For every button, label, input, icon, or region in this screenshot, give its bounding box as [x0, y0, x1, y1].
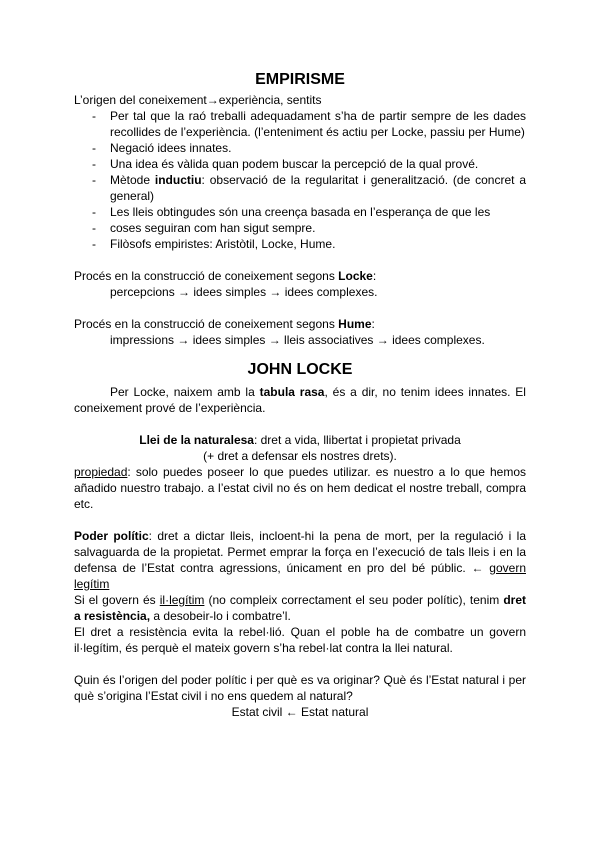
list-item: - Per tal que la raó treballi adequadament s’ha de partir sempre de les dades recollides de l’experiència. (l’enteniment és actiu per Locke, passiu per Hume) [110, 108, 526, 140]
bold-term: tabula rasa [259, 385, 325, 399]
list-item: - Filòsofs empiristes: Aristòtil, Locke, Hume. [110, 236, 526, 252]
question-paragraph: Quin és l’origen del poder polític i per què es va originar? Què és l’Estat natural i per què s’origina l’Estat civil i no ens quedem al natural? [74, 673, 526, 703]
bold-term: Llei de la naturalesa [139, 433, 254, 447]
underlined-term: govern legítim [74, 561, 526, 591]
title-empirisme: EMPIRISME [255, 71, 345, 88]
intro-line: L’origen del coneixement→experiència, sentits [74, 93, 322, 107]
poder-politic-paragraph: Poder polític: dret a dictar lleis, incloent-hi la pena de mort, per la regulació i la salvaguarda de la propietat. Permet emprar la força en l’execució de tals lleis i en la defensa de l’Estat contra agressions, únicament en pro del bé públic. ← govern legítim [74, 529, 526, 591]
bold-term: Hume [338, 317, 372, 331]
propiedad-paragraph: propiedad: solo puedes poseer lo que puedes utilizar. es nuestro a lo que hemos añadido nuestro trabajo. a l’estat civil no és on hem dedicat el nostre treball, compra etc. [74, 465, 526, 511]
tabula-rasa-paragraph: Per Locke, naixem amb la tabula rasa, és a dir, no tenim idees innates. El coneixement prové de l’experiència. [74, 385, 526, 415]
locke-process-chain: percepcions → idees simples → idees complexes. [110, 285, 378, 299]
list-item: - Les lleis obtingudes són una creença basada en l’esperança de que les [110, 204, 526, 220]
underlined-term: propiedad [74, 465, 128, 479]
list-item: - Una idea és vàlida quan podem buscar la percepció de la qual prové. [110, 156, 526, 172]
llei-naturalesa-line: Llei de la naturalesa: dret a vida, llibertat i propietat privada [139, 433, 461, 447]
underlined-term: il·legítim [159, 593, 205, 607]
list-item: - coses seguiran com han sigut sempre. [110, 220, 526, 236]
document-page [74, 70, 526, 720]
hume-process-heading: Procés en la construcció de coneixement segons Hume: [74, 317, 375, 331]
hume-process-chain: impressions → idees simples → lleis associatives → idees complexes. [110, 333, 485, 347]
llei-naturalesa-line2: (+ dret a defensar els nostres drets). [203, 449, 397, 463]
bold-term: Poder polític [74, 529, 149, 543]
list-item [110, 172, 526, 204]
title-john-locke: JOHN LOCKE [247, 361, 353, 378]
bold-term: dret a resistència, [74, 593, 526, 623]
text-run: : observació de la regularitat i generalització. (de concret a general) [110, 173, 526, 203]
text-run: Mètode [110, 173, 155, 187]
empirisme-list [74, 108, 526, 252]
bold-term: Locke [338, 269, 373, 283]
estat-line: Estat civil ← Estat natural [231, 705, 369, 719]
resistencia-paragraph: El dret a resistència evita la rebel·lió. Quan el poble ha de combatre un govern il·legítim, és perquè el mateix govern s’ha rebel·lat contra la llei natural. [74, 625, 526, 655]
bold-term: inductiu [154, 173, 202, 187]
locke-process-heading: Procés en la construcció de coneixement segons Locke: [74, 269, 377, 283]
ilegitim-paragraph: Si el govern és il·legítim (no compleix correctament el seu poder polític), tenim dret a resistència, a desobeir-lo i combatre’l. [74, 593, 526, 623]
list-item: - Negació idees innates. [110, 140, 526, 156]
